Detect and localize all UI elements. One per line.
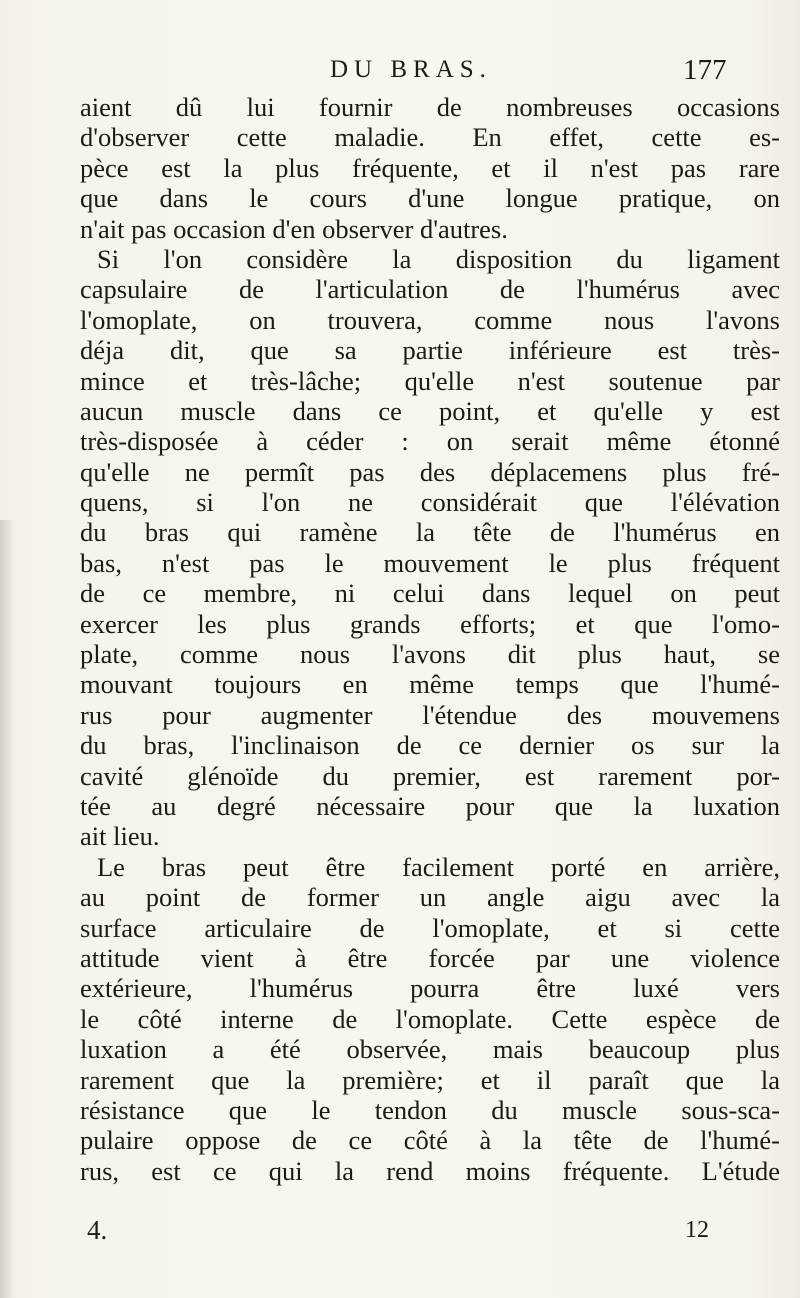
- text-line: au point de former un angle aigu avec la: [80, 882, 780, 913]
- text-line: aucun muscle dans ce point, et qu'elle y est: [80, 395, 780, 426]
- text-line: luxation a été observée, mais beaucoup plus: [80, 1034, 780, 1065]
- text-line: n'ait pas occasion d'en observer d'autres.: [80, 213, 508, 244]
- text-line: mouvant toujours en même temps que l'humé-: [80, 669, 780, 700]
- text-line: tée au degré nécessaire pour que la luxation: [80, 790, 780, 821]
- text-line: que dans le cours d'une longue pratique, on: [80, 183, 780, 214]
- text-line: qu'elle ne permît pas des déplacemens plus fré-: [80, 456, 780, 487]
- text-line: plate, comme nous l'avons dit plus haut, se: [80, 639, 780, 670]
- text-line: rarement que la première; et il paraît que la: [80, 1064, 780, 1095]
- text-line: quens, si l'on ne considérait que l'élévation: [80, 487, 780, 518]
- text-line: attitude vient à être forcée par une violence: [80, 942, 780, 973]
- text-line: très-disposée à céder : on serait même étonné: [80, 426, 780, 457]
- page-number: 177: [683, 54, 727, 86]
- text-line: résistance que le tendon du muscle sous-sca-: [80, 1094, 780, 1125]
- running-title: DU BRAS.: [330, 56, 492, 83]
- text-line: Le bras peut être facilement porté en arrière,: [97, 851, 780, 882]
- text-line: surface articulaire de l'omoplate, et si cette: [80, 912, 780, 943]
- page-edge-shadow: [0, 520, 14, 1298]
- text-line: pèce est la plus fréquente, et il n'est pas rare: [80, 152, 780, 183]
- text-line: du bras, l'inclinaison de ce dernier os sur la: [80, 730, 780, 761]
- text-line: rus, est ce qui la rend moins fréquente. L'étude: [80, 1155, 780, 1186]
- text-line: l'omoplate, on trouvera, comme nous l'avons: [80, 304, 780, 335]
- text-line: rus pour augmenter l'étendue des mouvemens: [80, 699, 780, 730]
- text-line: exercer les plus grands efforts; et que l'omo-: [80, 608, 780, 639]
- text-line: mince et très-lâche; qu'elle n'est soutenue par: [80, 365, 780, 396]
- text-line: le côté interne de l'omoplate. Cette espèce de: [80, 1003, 780, 1034]
- page-footer: [0, 1212, 800, 1248]
- body-text: [80, 92, 780, 1186]
- text-line: cavité glénoïde du premier, est rarement por-: [80, 760, 780, 791]
- catchword: 12: [685, 1217, 709, 1243]
- text-line: bas, n'est pas le mouvement le plus fréquent: [80, 547, 780, 578]
- text-line: extérieure, l'humérus pourra être luxé vers: [80, 973, 780, 1004]
- text-line: du bras qui ramène la tête de l'humérus en: [80, 517, 780, 548]
- text-line: aient dû lui fournir de nombreuses occasions: [80, 92, 780, 122]
- running-head: [0, 50, 800, 90]
- text-line: ait lieu.: [80, 821, 160, 852]
- text-line: capsulaire de l'articulation de l'humérus avec: [80, 274, 780, 305]
- text-line: déja dit, que sa partie inférieure est très-: [80, 335, 780, 366]
- text-line: Si l'on considère la disposition du ligament: [97, 243, 780, 274]
- text-line: de ce membre, ni celui dans lequel on peut: [80, 578, 780, 609]
- text-line: pulaire oppose de ce côté à la tête de l'humé-: [80, 1125, 780, 1156]
- text-line: d'observer cette maladie. En effet, cette es-: [80, 122, 780, 153]
- signature-mark: 4.: [87, 1215, 108, 1245]
